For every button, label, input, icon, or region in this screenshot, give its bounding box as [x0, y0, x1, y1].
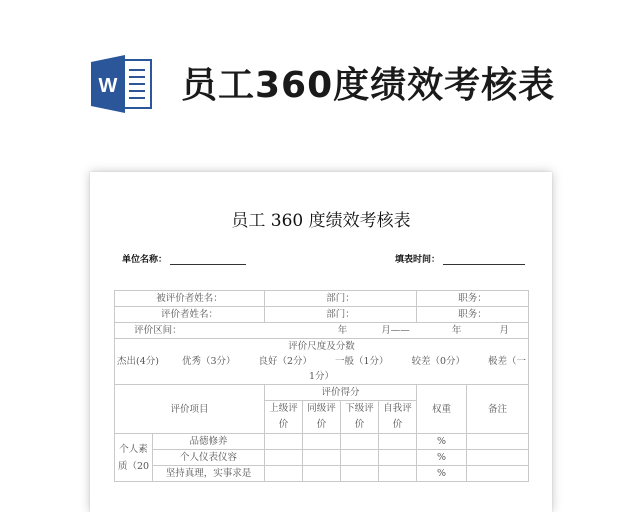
scale-item: 较差（0分）	[411, 356, 466, 367]
banner-title: 员工360度绩效考核表	[181, 65, 556, 106]
remark-header: 备注	[467, 385, 529, 434]
scale-item: 杰出(4分)	[117, 356, 159, 367]
document-page	[90, 172, 552, 512]
score-cell[interactable]	[341, 466, 379, 482]
unit-name-label: 单位名称：	[122, 255, 168, 265]
superior-header: 上级评价	[265, 401, 303, 434]
scale-cell	[115, 339, 529, 385]
item-header: 评价项目	[115, 385, 265, 434]
period-cell[interactable]	[115, 323, 529, 339]
scale-item: 良好（2分）	[258, 356, 312, 367]
score-cell[interactable]	[379, 450, 417, 466]
score-cell[interactable]	[303, 434, 341, 450]
scale-items	[117, 354, 526, 369]
word-document-icon	[91, 55, 155, 113]
item-cell: 品德修养	[153, 434, 265, 450]
table-row	[115, 434, 529, 450]
category-cell: 个人素质（20	[115, 434, 153, 482]
fill-time-underline[interactable]	[443, 255, 525, 265]
score-cell[interactable]	[303, 466, 341, 482]
period-row	[115, 323, 529, 339]
scale-item: 一般（1分）	[334, 356, 389, 367]
table-row	[115, 450, 529, 466]
evaluator-position-cell[interactable]: 职务：	[417, 307, 529, 323]
fill-time-field	[395, 252, 525, 265]
remark-cell[interactable]	[467, 466, 529, 482]
evaluatee-dept-cell[interactable]: 部门：	[265, 291, 417, 307]
document-title: 员工 360 度绩效考核表	[231, 211, 411, 231]
evaluator-row	[115, 307, 529, 323]
evaluator-name-cell[interactable]: 评价者姓名：	[115, 307, 265, 323]
score-cell[interactable]	[303, 450, 341, 466]
peer-header: 同级评价	[303, 401, 341, 434]
unit-name-field	[122, 252, 246, 265]
period-month-start: 月——	[381, 325, 410, 336]
subordinate-header: 下级评价	[341, 401, 379, 434]
evaluatee-name-cell[interactable]: 被评价者姓名：	[115, 291, 265, 307]
unit-name-underline[interactable]	[170, 255, 246, 265]
scale-item: 极差（一	[488, 356, 527, 367]
table-row	[115, 466, 529, 482]
header-row-1	[115, 385, 529, 401]
score-header: 评价得分	[265, 385, 417, 401]
remark-cell[interactable]	[467, 450, 529, 466]
scale-title: 评价尺度及分数	[288, 341, 355, 352]
scale-item: 优秀（3分）	[181, 356, 236, 367]
banner	[0, 0, 640, 150]
period-year-end: 年	[451, 325, 462, 336]
remark-cell[interactable]	[467, 434, 529, 450]
score-cell[interactable]	[265, 450, 303, 466]
evaluatee-position-cell[interactable]: 职务：	[417, 291, 529, 307]
score-cell[interactable]	[265, 434, 303, 450]
score-cell[interactable]	[379, 466, 417, 482]
score-cell[interactable]	[265, 466, 303, 482]
item-cell: 个人仪表仪容	[153, 450, 265, 466]
fill-time-label: 填表时间：	[395, 255, 441, 265]
evaluator-dept-cell[interactable]: 部门：	[265, 307, 417, 323]
weight-header: 权重	[417, 385, 467, 434]
score-cell[interactable]	[341, 450, 379, 466]
evaluatee-row	[115, 291, 529, 307]
period-year-start: 年	[337, 325, 348, 336]
period-month-end: 月	[499, 325, 509, 336]
weight-cell[interactable]: %	[417, 434, 467, 450]
weight-cell[interactable]: %	[417, 466, 467, 482]
evaluation-form	[114, 290, 529, 482]
score-cell[interactable]	[379, 434, 417, 450]
score-cell[interactable]	[341, 434, 379, 450]
self-header: 自我评价	[379, 401, 417, 434]
weight-cell[interactable]: %	[417, 450, 467, 466]
item-cell: 坚持真理，实事求是	[153, 466, 265, 482]
scale-tail: 1分）	[309, 371, 335, 382]
period-label: 评价区间：	[134, 325, 182, 336]
word-icon-letter: W	[98, 75, 118, 97]
scale-row	[115, 339, 529, 385]
